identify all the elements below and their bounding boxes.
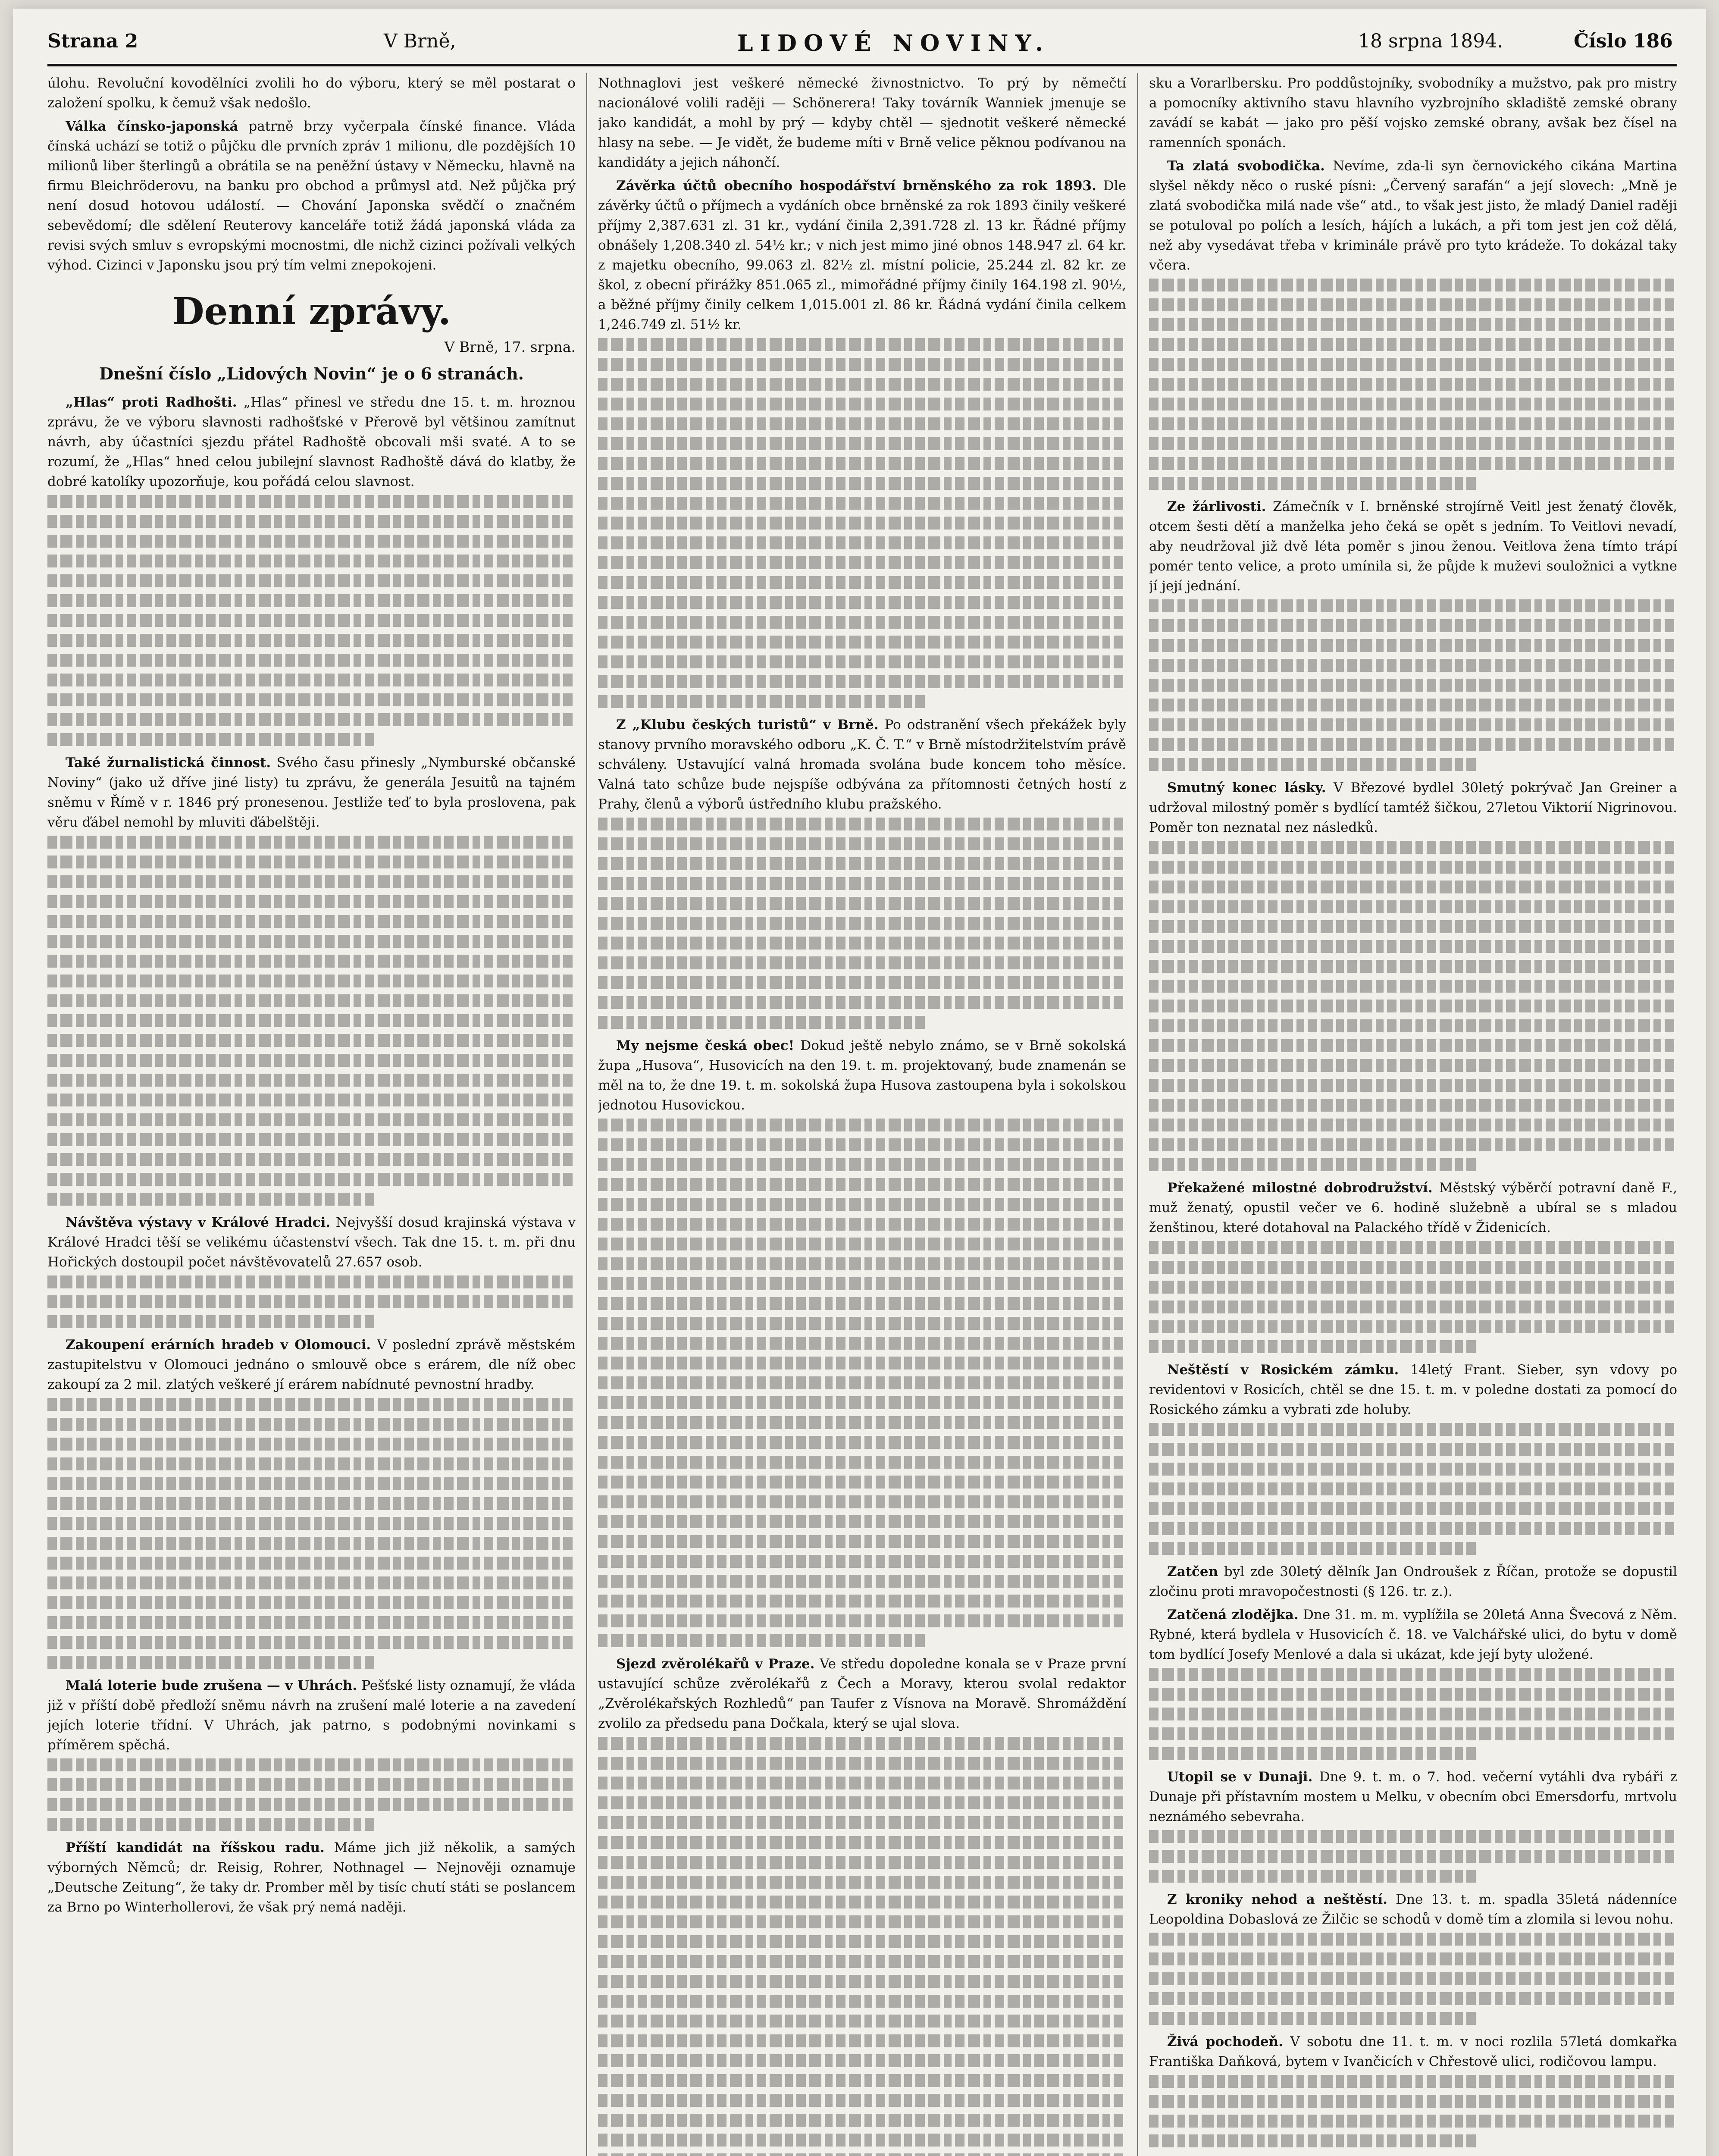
- article-heading: Návštěva výstavy v Králové Hradci.: [66, 1215, 331, 1230]
- article-text: 14letý Frant. Sieber, syn vdovy po revidentovi v Rosicích, chtěl se dne 15. t. m. v poledne dostati za pomocí do Rosického zámku a vybrati zde holuby.: [1149, 1362, 1677, 1417]
- article-text: Dne 9. t. m. o 7. hod. večerní vytáhli dva rybáři z Dunaje při přístavním mostem u Melku, v obecním obci Emersdorfu, mrtvolu neznámého sebevraha.: [1149, 1769, 1677, 1824]
- article-heading: Ze žárlivosti.: [1167, 499, 1266, 514]
- article-heading: Ta zlatá svobodička.: [1167, 158, 1325, 174]
- article-heading: Živá pochodeň.: [1167, 2034, 1283, 2049]
- issue-notice: Dnešní číslo „Lidových Novin“ je o 6 stranách.: [99, 364, 524, 383]
- article: [47, 116, 576, 275]
- illegible-text-block: [1149, 1668, 1677, 1760]
- illegible-text-block: [598, 1737, 1126, 2156]
- article-text: „Hlas“ přinesl ve středu dne 15. t. m. hroznou zprávu, že ve výboru slavnosti radhošťské v Přerově byl většinou zamítnut návrh, aby účastníci sjezdu přátel Radhoště obcovali mši svaté. A to se rozumí, že „Hlas“ hned celou jubilejní slavnost Radhoště dává do klatby, že dobré katolíky upozorňuje, kou pořádá celou slavnost.: [47, 395, 576, 489]
- article: [1149, 1605, 1677, 1664]
- article-heading: Překažené milostné dobrodružství.: [1167, 1180, 1433, 1196]
- article-text: Nothnaglovi jest veškeré německé živnostnictvo. To prý by němečtí nacionálové volili raději — Schönerera! Taky továrník Wanniek jmenuje se jako kandidát, a mohl by prý — kdyby chtěl — sjednotit veškeré německé hlasy na sebe. — Je vidět, že budeme míti v Brně velice pěknou podívanou na kandidáty a jejich náhončí.: [598, 75, 1126, 170]
- article-text: byl zde 30letý dělník Jan Ondroušek z Říčan, protože se dopustil zločinu proti mravopočestnosti (§ 126. tr. z.).: [1149, 1564, 1677, 1599]
- article: [598, 715, 1126, 814]
- article-text: Nevíme, zda-li syn černovického cikána Martina slyšel někdy něco o ruské písni: „Červený sarafán“ a její slovech: „Mně je zlatá svobodička milá nade vše“ atd., to však jest jisto, že mladý Daniel raději se potuloval po polích a lesích, hájích a lukách, a při tom jest jen což dělá, než aby vysedávat třeba v kriminále právě pro tyto krádeže. To dokázal taky včera.: [1149, 158, 1677, 273]
- article-heading: Zatčená zlodějka.: [1167, 1607, 1299, 1623]
- column-separator: [586, 73, 587, 2156]
- header-rule: [47, 64, 1677, 66]
- illegible-text-block: [598, 818, 1126, 1029]
- article-heading: Z „Klubu českých turistů“ v Brně.: [616, 717, 879, 733]
- article: [47, 753, 576, 832]
- article-heading: Malá loterie bude zrušena — v Uhrách.: [66, 1678, 357, 1693]
- article: [598, 1036, 1126, 1115]
- illegible-text-block: [1149, 599, 1677, 771]
- article-heading: Zatčen: [1167, 1564, 1218, 1579]
- column-2: [598, 73, 1126, 2156]
- article-text: Dle závěrky účtů o příjmech a vydáních obce brněnské za rok 1893 činily veškeré příjmy 2,387.631 zl. 31 kr., vydání činila 2,391.728 zl. 13 kr. Řádné příjmy obnášely 1,208.340 zl. 54½ kr.; v nich jest mimo jiné obnos 148.947 zl. 64 kr. z majetku obecního, 99.063 zl. 82½ zl. místní policie, 25.244 zl. 82 kr. ze škol, z obecní přirážky 851.065 zl., mimořádné příjmy činily 164.198 zl. 90½, a běžné příjmy činily celkem 1,015.001 zl. 86 kr. Řádná vydání činila celkem 1,246.749 zl. 51½ kr.: [598, 178, 1126, 332]
- section-dateline: V Brně, 17. srpna.: [444, 338, 576, 355]
- article: [598, 176, 1126, 335]
- article: [1149, 2154, 1677, 2156]
- newspaper-page: [13, 9, 1706, 2156]
- article: [1149, 156, 1677, 275]
- article: [47, 1838, 576, 1917]
- city-dateline: V Brně,: [384, 30, 456, 52]
- article-text: Dokud ještě nebylo známo, se v Brně sokolská župa „Husova“, Husovicích na den 19. t. m. projektovaný, bude znamenán se měl na to, že dne 19. t. m. sokolská župa Husova zastoupena byla i sokolskou jednotou Husovickou.: [598, 1038, 1126, 1113]
- illegible-text-block: [47, 1398, 576, 1669]
- article: [1149, 2032, 1677, 2071]
- article: [598, 1654, 1126, 1733]
- column-3: [1149, 73, 1677, 2156]
- illegible-text-block: [47, 1758, 576, 1831]
- newspaper-title: LIDOVÉ NOVINY.: [737, 30, 1050, 56]
- illegible-text-block: [47, 836, 576, 1206]
- article-heading: Smutný konec lásky.: [1167, 780, 1326, 796]
- article: [1149, 497, 1677, 596]
- article-heading: Také žurnalistická činnost.: [66, 755, 271, 771]
- issue-date: 18 srpna 1894.: [1358, 30, 1503, 52]
- article-text: Nejvyšší dosud krajinská výstava v Králové Hradci těší se velikému účastenství všech. Tak dne 15. t. m. při dnu Hořických dostoupil počet návštěvovatelů 27.657 osob.: [47, 1215, 576, 1270]
- article-heading: „Hlas“ proti Radhošti.: [66, 395, 237, 410]
- article-heading: Z kroniky nehod a neštěstí.: [1167, 1892, 1387, 1907]
- article-heading: Sjezd zvěrolékařů v Praze.: [616, 1656, 815, 1672]
- article-text: Máme jich již několik, a samých výborných Němců; dr. Reisig, Rohrer, Nothnagel — Nejnověji oznamuje „Deutsche Zeitung“, že taky dr. Promber měl by tisíc chutí státi se poslancem za Brno po Winterhollerovi, že však prý nemá naději.: [47, 1840, 576, 1915]
- illegible-text-block: [1149, 841, 1677, 1171]
- article-heading: Příští kandidát na říšskou radu.: [66, 1840, 325, 1855]
- illegible-text-block: [1149, 1830, 1677, 1883]
- column-1: [47, 73, 576, 2156]
- article: [1149, 1562, 1677, 1601]
- illegible-text-block: [598, 1119, 1126, 1647]
- article-text: V poslední zprávě městském zastupitelstvu v Olomouci jednáno o smlouvě obce s erárem, dle níž obec zakoupí za 2 mil. zlatých veškeré jí erárem nabídnuté pevnostní hradby.: [47, 1337, 576, 1392]
- illegible-text-block: [598, 338, 1126, 708]
- article-heading: Válka čínsko-japonská: [66, 119, 238, 134]
- article-text: V Březové bydlel 30letý pokrývač Jan Greiner a udržoval milostný poměr s bydlící tamtéž šičkou, 27letou Viktorií Nigrinovou. Poměr ton neznatal nez následků.: [1149, 780, 1677, 835]
- article: [1149, 1360, 1677, 1420]
- page-header: [47, 26, 1677, 60]
- article-text: Zámečník v I. brněnské strojírně Veitl jest ženatý člověk, otcem šesti dětí a manželka jeho čeká se opět s jedním. To Veitlovi nevadí, aby neudržoval již dvě léta poměr s jinou ženou. Veitlova žena tímto trápí pomér tento velice, a proto umínila si, že půjde k muževi souložnici a vytkne jí její jednání.: [1149, 499, 1677, 594]
- article: [1149, 1890, 1677, 1929]
- article-text: Dne 13. t. m. spadla 35letá nádenníce Leopoldina Dobaslová ze Žilčic se schodů v domě tím a zlomila si levou nohu.: [1149, 1892, 1677, 1927]
- article-heading: My nejsme česká obec!: [616, 1038, 795, 1053]
- article-text: Svého času přinesly „Nymburské občanské Noviny“ (jako už dříve jiné listy) tu zprávu, že generála Jesuitů na tajném sněmu v Římě v r. 1846 prý pronesenou. Jestliže teď to byla proslovena, pak věru ďábel nemohl by mluviti ďábelštěji.: [47, 755, 576, 830]
- issue-number: Číslo 186: [1574, 30, 1673, 52]
- article: [47, 1676, 576, 1755]
- section-title: Denní zprávy.: [172, 290, 451, 333]
- article-text: Po odstranění všech překážek byly stanovy prvního moravského odboru „K. Č. T.“ v Brně místodržitelstvím právě schváleny. Ustavující valná hromada svolána bude koncem toho měsíce. Valná tato schůze bude nejspíše odbývána za přítomnosti četných hostí z Prahy, členů a výborů ústředního klubu pražského.: [598, 717, 1126, 812]
- article-heading: Utopil se v Dunaji.: [1167, 1769, 1313, 1785]
- article-heading: Neštěstí v Rosickém zámku.: [1167, 1362, 1399, 1378]
- column-separator: [1137, 73, 1138, 2156]
- article-text: úlohu. Revoluční kovodělníci zvolili ho do výboru, který se měl postarat o založení spolku, k čemuž však nedošlo.: [47, 75, 576, 111]
- illegible-text-block: [1149, 1241, 1677, 1353]
- article: [47, 392, 576, 492]
- illegible-text-block: [47, 495, 576, 746]
- article-text: patrně brzy vyčerpala čínské finance. Vláda čínská uchází se totiž o půjčku dle prvních zpráv 1 milionu, dle pozdějších 10 milionů liber šterlingů a obrátila se na peněžní ústavy v Německu, hlavně na firmu Bleichröderovu, na banku pro obchod a průmysl atd. Než půjčka prý není dosud hotovou událostí. — Chování Japonska svědčí o značném sebevědomí; dle sdělení Reuterovy kanceláře totiž žádá japonská vláda za revisi svých smluv s evropskými mocnostmi, dle nichž cizinci požívali velkých výhod. Cizinci v Japonsku jsou prý tím velmi znepokojeni.: [47, 119, 576, 273]
- illegible-text-block: [47, 1275, 576, 1328]
- article-text: Pešťské listy oznamují, že vláda již v příští době předloží sněmu návrh na zrušení malé loterie a na zavedení jejích loterie třídní. V Uhrách, jak patrno, s podobnými novinkami s příměrem spěchá.: [47, 1678, 576, 1753]
- article-text: sku a Vorarlbersku. Pro poddůstojníky, svobodníky a mužstvo, pak pro mistry a pomocníky aktivního stavu hlavního vyzbrojního skladiště zemské obrany zavádí se kabát — jako pro pěší vojsko zemské obrany, avšak bez čísel na ramenních sponách.: [1149, 75, 1677, 150]
- article: [47, 1335, 576, 1395]
- article-heading: Závěrka účtů obecního hospodářství brněnského za rok 1893.: [616, 178, 1096, 194]
- article-heading: Zakoupení erárních hradeb v Olomouci.: [66, 1337, 371, 1353]
- illegible-text-block: [1149, 279, 1677, 490]
- article-text: Ve středu dopoledne konala se v Praze první ustavující schůze zvěrolékařů z Čech a Moravy, kterou svolal redaktor „Zvěrolékařských Rozhledů“ pan Taufer z Vísnova na Moravě. Shromáždění zvolilo za předsedu pana Dočkala, který se ujal slova.: [598, 1656, 1126, 1731]
- article-text: V sobotu dne 11. t. m. v noci rozlila 57letá domkařka Františka Daňková, bytem v Ivančicích v Chřestově ulici, rodičovou lampu.: [1149, 2034, 1677, 2069]
- article: [1149, 778, 1677, 837]
- article: [47, 1213, 576, 1272]
- article: [1149, 1178, 1677, 1238]
- article-text: Dne 31. m. m. vyplížila se 20letá Anna Švecová z Něm. Rybné, která bydlela v Husovicích č. 18. ve Valchářské ulici, do bytu v domě tom bydlící Josefy Menlové a dala si ukázat, kde její byty uložené.: [1149, 1607, 1677, 1662]
- illegible-text-block: [1149, 1423, 1677, 1555]
- page-number: Strana 2: [47, 30, 138, 52]
- illegible-text-block: [1149, 2075, 1677, 2147]
- illegible-text-block: [1149, 1933, 1677, 2025]
- article-text: Městský výběrčí potravní daně F., muž ženatý, opustil večer ve 6. hodině služebně a ubíral se s mladou ženštinou, které dotahoval na Palackého třídě v Židenicích.: [1149, 1180, 1677, 1235]
- article: [1149, 1767, 1677, 1827]
